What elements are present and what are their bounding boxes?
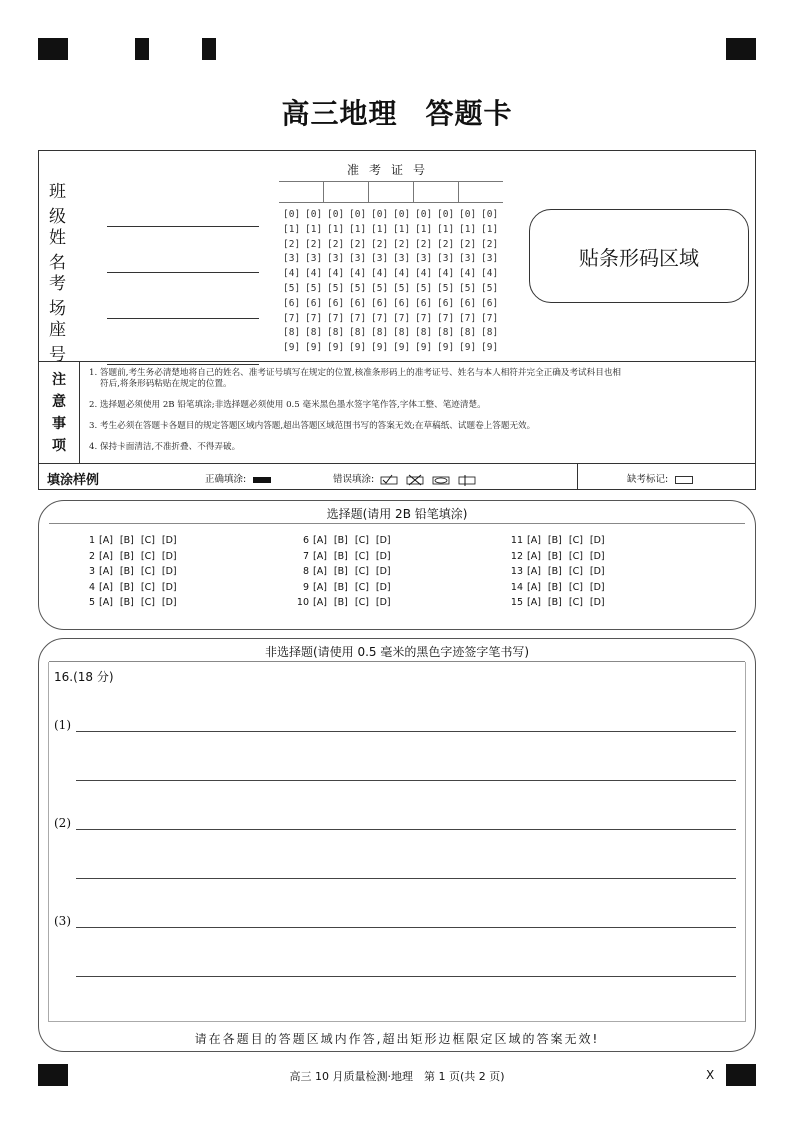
digit-bubble[interactable]: [7] <box>415 312 433 324</box>
notice-item: 3. 考生必须在答题卡各题目的规定答题区域内答题,超出答题区域范围书写的答案无效;在草稿纸、试题卷上答题无效。 <box>89 420 536 431</box>
registration-mark-top-2 <box>135 38 149 60</box>
digit-bubble[interactable]: [9] <box>437 342 455 354</box>
digit-bubble[interactable]: [0] <box>305 209 323 220</box>
option-bubble[interactable]: [C] <box>354 566 369 577</box>
question-number: 14 <box>510 581 523 593</box>
digit-bubble[interactable]: [1] <box>305 223 323 235</box>
question-number: 11 <box>510 535 523 546</box>
part-2-label: (2) <box>54 816 71 830</box>
digit-bubble[interactable]: [6] <box>415 297 433 309</box>
digit-bubble[interactable]: [9] <box>459 342 477 354</box>
exam-id-box[interactable] <box>459 182 503 202</box>
digit-bubble[interactable]: [4] <box>415 268 433 280</box>
option-bubble[interactable]: [A] <box>99 550 113 562</box>
digit-bubble[interactable]: [2] <box>305 238 323 250</box>
absent-mark-label: 缺考标记: <box>627 474 669 485</box>
option-bubble[interactable]: [A] <box>313 581 327 593</box>
digit-bubble[interactable]: [6] <box>459 297 477 309</box>
digit-bubble[interactable]: [2] <box>371 238 389 250</box>
wrong-fill-label: 错误填涂: <box>333 474 375 485</box>
digit-bubble[interactable]: [8] <box>415 327 433 339</box>
wrong-fill-example <box>333 471 487 486</box>
digit-bubble[interactable]: [9] <box>481 342 499 354</box>
notice-item: 1. 答题前,考生务必清楚地将自己的姓名、准考证号填写在规定的位置,核准条形码上的准考证号、姓名与本人相符并完全正确及考试科目也相 <box>89 368 622 378</box>
option-bubble[interactable]: [C] <box>568 566 583 577</box>
option-bubble[interactable]: [A] <box>313 550 327 562</box>
choice-question-row <box>295 564 398 580</box>
choice-question-row <box>295 580 398 596</box>
digit-bubble[interactable]: [9] <box>305 342 323 354</box>
option-bubble[interactable]: [A] <box>99 581 113 593</box>
digit-bubble[interactable]: [4] <box>481 268 499 280</box>
option-bubble[interactable]: [C] <box>140 597 155 608</box>
fill-row-divider <box>577 464 578 490</box>
option-bubble[interactable]: [D] <box>161 566 177 577</box>
absent-mark-box[interactable] <box>675 476 693 484</box>
digit-bubble[interactable]: [4] <box>437 268 455 280</box>
answer-line[interactable] <box>76 878 736 879</box>
digit-bubble[interactable]: [6] <box>283 297 301 309</box>
digit-bubble[interactable]: [1] <box>371 223 389 235</box>
option-bubble[interactable]: [A] <box>99 597 113 608</box>
footer-mark: X <box>706 1068 715 1082</box>
digit-bubble[interactable]: [5] <box>459 282 477 294</box>
question-number: 5 <box>88 597 95 608</box>
question-number: 13 <box>510 566 523 577</box>
digit-bubble[interactable]: [3] <box>305 253 323 265</box>
digit-bubble[interactable]: [4] <box>349 268 367 280</box>
choice-question-row <box>509 564 612 580</box>
option-bubble[interactable]: [C] <box>568 581 583 593</box>
option-bubble[interactable]: [A] <box>527 550 541 562</box>
nonchoice-section-title: 非选择题(请使用 0.5 毫米的黑色字迹签字笔书写) <box>264 645 530 659</box>
choice-question-row <box>295 595 398 611</box>
wrong-fill-marks-icon <box>377 474 487 486</box>
digit-bubble[interactable]: [5] <box>327 282 345 294</box>
field-label: 班级 <box>49 182 82 227</box>
notice-item: 4. 保持卡面清洁,不准折叠、不得弄破。 <box>89 441 241 452</box>
option-bubble[interactable]: [C] <box>568 550 583 562</box>
option-bubble[interactable]: [C] <box>354 581 369 593</box>
option-bubble[interactable]: [B] <box>119 597 134 608</box>
notice-item: 2. 选择题必须使用 2B 铅笔填涂;非选择题必须使用 0.5 毫米黑色墨水签字笔作答,字体工整、笔迹清楚。 <box>89 399 486 410</box>
digit-bubble[interactable]: [1] <box>349 223 367 235</box>
question-number: 9 <box>302 581 309 593</box>
option-bubble[interactable]: [B] <box>547 566 562 577</box>
notice-char: 事 <box>52 416 66 432</box>
option-bubble[interactable]: [C] <box>354 597 369 608</box>
choice-question-row <box>81 564 184 580</box>
digit-bubble[interactable]: [9] <box>327 342 345 354</box>
answer-box-right-border <box>745 662 746 1022</box>
option-bubble[interactable]: [D] <box>375 535 391 546</box>
option-bubble[interactable]: [A] <box>99 566 113 577</box>
digit-bubble[interactable]: [5] <box>371 282 389 294</box>
fill-example-row <box>39 463 755 490</box>
answer-line[interactable] <box>76 927 736 928</box>
digit-bubble[interactable]: [6] <box>393 297 411 309</box>
option-bubble[interactable]: [C] <box>354 550 369 562</box>
digit-bubble[interactable]: [1] <box>437 223 455 235</box>
digit-bubble[interactable]: [3] <box>459 253 477 265</box>
option-bubble[interactable]: [D] <box>161 597 177 608</box>
digit-bubble[interactable]: [3] <box>437 253 455 265</box>
answer-line[interactable] <box>76 829 736 830</box>
registration-mark-top-left <box>38 38 68 60</box>
option-bubble[interactable]: [C] <box>140 550 155 562</box>
choice-question-row <box>295 533 398 549</box>
answer-line[interactable] <box>76 976 736 977</box>
option-bubble[interactable]: [B] <box>119 535 134 546</box>
field-name[interactable] <box>49 223 259 273</box>
option-bubble[interactable]: [C] <box>568 535 583 546</box>
answer-box-left-border <box>48 662 49 1022</box>
digit-bubble[interactable]: [8] <box>481 327 499 339</box>
option-bubble[interactable]: [C] <box>568 597 583 608</box>
choice-question-row <box>81 580 184 596</box>
answer-box-bottom-border <box>48 1021 745 1022</box>
option-bubble[interactable]: [B] <box>333 581 348 593</box>
exam-id-box[interactable] <box>279 182 324 202</box>
option-bubble[interactable]: [A] <box>313 566 327 577</box>
question-number: 10 <box>296 597 309 608</box>
part-1-label: (1) <box>54 718 71 732</box>
notice-items <box>89 368 749 463</box>
digit-bubble[interactable]: [8] <box>437 327 455 339</box>
notice-char: 项 <box>52 438 66 454</box>
notice-char: 注 <box>52 372 66 388</box>
digit-bubble[interactable]: [6] <box>349 297 367 309</box>
choice-question-row <box>81 549 184 565</box>
digit-bubble[interactable]: [3] <box>415 253 433 265</box>
option-bubble[interactable]: [A] <box>313 535 327 546</box>
question-number: 1 <box>88 535 95 546</box>
option-bubble[interactable]: [D] <box>161 581 177 593</box>
digit-bubble[interactable]: [3] <box>349 253 367 265</box>
option-bubble[interactable]: [D] <box>589 581 605 593</box>
option-bubble[interactable]: [D] <box>589 550 605 562</box>
digit-bubble[interactable]: [7] <box>459 312 477 324</box>
digit-bubble[interactable]: [3] <box>393 253 411 265</box>
option-bubble[interactable]: [D] <box>375 581 391 593</box>
registration-mark-top-3 <box>202 38 216 60</box>
exam-id-box[interactable] <box>324 182 369 202</box>
digit-bubble[interactable]: [9] <box>283 342 301 354</box>
digit-bubble[interactable]: [4] <box>327 268 345 280</box>
field-label: 姓名 <box>49 228 82 273</box>
digit-bubble[interactable]: [9] <box>393 342 411 354</box>
choice-question-row <box>509 549 612 565</box>
exam-id-digit-grid[interactable] <box>283 208 503 356</box>
choice-question-row <box>509 580 612 596</box>
digit-bubble[interactable]: [3] <box>283 253 301 265</box>
option-bubble[interactable]: [A] <box>313 597 327 608</box>
digit-bubble[interactable]: [7] <box>437 312 455 324</box>
option-bubble[interactable]: [C] <box>140 535 155 546</box>
digit-bubble[interactable]: [8] <box>459 327 477 339</box>
notice-char: 意 <box>52 394 66 410</box>
digit-bubble[interactable]: [2] <box>349 238 367 250</box>
digit-bubble[interactable]: [0] <box>481 209 499 220</box>
digit-bubble[interactable]: [6] <box>481 297 499 309</box>
question-number: 7 <box>302 550 309 562</box>
option-bubble[interactable]: [C] <box>140 566 155 577</box>
digit-bubble[interactable]: [6] <box>437 297 455 309</box>
digit-bubble[interactable]: [3] <box>327 253 345 265</box>
choice-question-row <box>509 533 612 549</box>
field-exam-room[interactable] <box>49 269 259 319</box>
nonchoice-section <box>38 638 756 1052</box>
notice-item-continued: 符后,将条形码粘贴在规定的位置。 <box>100 378 232 389</box>
digit-bubble[interactable]: [9] <box>349 342 367 354</box>
digit-bubble[interactable]: [4] <box>283 268 301 280</box>
option-bubble[interactable]: [D] <box>375 566 391 577</box>
choice-question-row <box>81 533 184 549</box>
digit-bubble[interactable]: [2] <box>437 238 455 250</box>
choice-section <box>38 500 756 630</box>
digit-bubble[interactable]: [2] <box>393 238 411 250</box>
question-number: 6 <box>302 535 309 546</box>
digit-bubble[interactable]: [0] <box>327 209 345 220</box>
notice-section <box>39 361 755 464</box>
digit-bubble[interactable]: [2] <box>327 238 345 250</box>
option-bubble[interactable]: [A] <box>527 566 541 577</box>
digit-bubble[interactable]: [4] <box>393 268 411 280</box>
title-card: 答题卡 <box>425 97 513 130</box>
exam-id-box[interactable] <box>369 182 414 202</box>
option-bubble[interactable]: [B] <box>119 566 134 577</box>
digit-bubble[interactable]: [8] <box>327 327 345 339</box>
option-bubble[interactable]: [B] <box>547 597 562 608</box>
question-number: 12 <box>510 550 523 562</box>
registration-mark-top-right <box>726 38 756 60</box>
digit-bubble[interactable]: [7] <box>349 312 367 324</box>
field-seat[interactable] <box>49 315 259 365</box>
digit-bubble[interactable]: [7] <box>393 312 411 324</box>
exam-id-boxes[interactable] <box>279 181 503 203</box>
digit-bubble[interactable]: [7] <box>305 312 323 324</box>
choice-column-1 <box>81 533 184 611</box>
question-number: 2 <box>88 550 95 562</box>
digit-bubble[interactable]: [5] <box>349 282 367 294</box>
digit-bubble[interactable]: [5] <box>305 282 323 294</box>
question-number: 15 <box>510 597 523 608</box>
digit-bubble[interactable]: [4] <box>459 268 477 280</box>
choice-question-row <box>295 549 398 565</box>
option-bubble[interactable]: [B] <box>547 535 562 546</box>
digit-bubble[interactable]: [0] <box>437 209 455 220</box>
barcode-label: 贴条形码区域 <box>579 245 699 270</box>
fill-example-label: 填涂样例 <box>47 473 100 488</box>
digit-bubble[interactable]: [7] <box>481 312 499 324</box>
digit-bubble[interactable]: [2] <box>459 238 477 250</box>
digit-bubble[interactable]: [0] <box>349 209 367 220</box>
digit-bubble[interactable]: [8] <box>349 327 367 339</box>
digit-bubble[interactable]: [7] <box>327 312 345 324</box>
digit-bubble[interactable]: [7] <box>371 312 389 324</box>
option-bubble[interactable]: [B] <box>547 581 562 593</box>
notice-label <box>39 362 80 464</box>
digit-bubble[interactable]: [0] <box>415 209 433 220</box>
digit-bubble[interactable]: [1] <box>459 223 477 235</box>
digit-bubble[interactable]: [8] <box>371 327 389 339</box>
question-16-label: 16.(18 分) <box>54 670 114 684</box>
correct-fill-label: 正确填涂: <box>205 474 247 485</box>
digit-bubble[interactable]: [1] <box>327 223 345 235</box>
digit-bubble[interactable]: [6] <box>327 297 345 309</box>
digit-bubble[interactable]: [8] <box>393 327 411 339</box>
title-subject: 高三地理 <box>281 97 398 130</box>
digit-bubble[interactable]: [1] <box>393 223 411 235</box>
digit-bubble[interactable]: [1] <box>283 223 301 235</box>
option-bubble[interactable]: [C] <box>140 581 155 593</box>
digit-bubble[interactable]: [4] <box>371 268 389 280</box>
question-number: 8 <box>302 566 309 577</box>
digit-bubble[interactable]: [5] <box>437 282 455 294</box>
option-bubble[interactable]: [B] <box>547 550 562 562</box>
exam-id-box[interactable] <box>414 182 459 202</box>
digit-bubble[interactable]: [1] <box>481 223 499 235</box>
option-bubble[interactable]: [D] <box>161 550 177 562</box>
choice-section-title: 选择题(请用 2B 铅笔填涂) <box>326 507 468 521</box>
digit-bubble[interactable]: [0] <box>283 209 301 220</box>
option-bubble[interactable]: [C] <box>354 535 369 546</box>
digit-bubble[interactable]: [5] <box>283 282 301 294</box>
digit-bubble[interactable]: [0] <box>371 209 389 220</box>
barcode-area <box>529 209 749 303</box>
option-bubble[interactable]: [D] <box>589 566 605 577</box>
choice-column-2 <box>295 533 398 611</box>
digit-bubble[interactable]: [3] <box>371 253 389 265</box>
option-bubble[interactable]: [A] <box>99 535 113 546</box>
digit-bubble[interactable]: [5] <box>393 282 411 294</box>
digit-bubble[interactable]: [2] <box>283 238 301 250</box>
digit-bubble[interactable]: [0] <box>393 209 411 220</box>
option-bubble[interactable]: [B] <box>119 581 134 593</box>
filled-box-icon <box>253 477 271 483</box>
field-class[interactable] <box>49 177 259 227</box>
option-bubble[interactable]: [A] <box>527 581 541 593</box>
option-bubble[interactable]: [D] <box>375 597 391 608</box>
option-bubble[interactable]: [B] <box>333 597 348 608</box>
digit-bubble[interactable]: [2] <box>481 238 499 250</box>
choice-title-divider <box>49 523 745 524</box>
answer-line[interactable] <box>76 780 736 781</box>
digit-bubble[interactable]: [3] <box>481 253 499 265</box>
digit-bubble[interactable]: [5] <box>415 282 433 294</box>
question-number: 3 <box>88 566 95 577</box>
page-title <box>0 92 794 132</box>
digit-bubble[interactable]: [5] <box>481 282 499 294</box>
option-bubble[interactable]: [D] <box>161 535 177 546</box>
correct-fill-example <box>205 471 271 485</box>
student-info-box <box>38 150 756 490</box>
choice-question-row <box>509 595 612 611</box>
option-bubble[interactable]: [A] <box>527 535 541 546</box>
option-bubble[interactable]: [B] <box>333 566 348 577</box>
digit-bubble[interactable]: [6] <box>305 297 323 309</box>
digit-bubble[interactable]: [6] <box>371 297 389 309</box>
option-bubble[interactable]: [D] <box>589 535 605 546</box>
digit-bubble[interactable]: [8] <box>283 327 301 339</box>
question-number: 4 <box>88 581 95 593</box>
exam-id-title: 准考证号 <box>346 163 435 177</box>
choice-column-3 <box>509 533 612 611</box>
option-bubble[interactable]: [D] <box>589 597 605 608</box>
digit-bubble[interactable]: [8] <box>305 327 323 339</box>
absent-mark-example[interactable] <box>627 471 693 485</box>
digit-bubble[interactable]: [2] <box>415 238 433 250</box>
digit-bubble[interactable]: [4] <box>305 268 323 280</box>
part-3-label: (3) <box>54 914 71 928</box>
option-bubble[interactable]: [B] <box>333 550 348 562</box>
digit-bubble[interactable]: [0] <box>459 209 477 220</box>
answer-area-warning: 请在各题目的答题区域内作答,超出矩形边框限定区域的答案无效! <box>194 1032 600 1046</box>
nonchoice-title-divider <box>49 661 745 662</box>
digit-bubble[interactable]: [1] <box>415 223 433 235</box>
digit-bubble[interactable]: [9] <box>415 342 433 354</box>
digit-bubble[interactable]: [7] <box>283 312 301 324</box>
choice-question-row <box>81 595 184 611</box>
option-bubble[interactable]: [A] <box>527 597 541 608</box>
field-label: 考场 <box>49 274 82 319</box>
digit-bubble[interactable]: [9] <box>371 342 389 354</box>
option-bubble[interactable]: [D] <box>375 550 391 562</box>
field-label: 座号 <box>49 320 82 365</box>
answer-line[interactable] <box>76 731 736 732</box>
option-bubble[interactable]: [B] <box>119 550 134 562</box>
option-bubble[interactable]: [B] <box>333 535 348 546</box>
page-footer: 高三 10 月质量检测·地理 第 1 页(共 2 页) <box>289 1070 505 1083</box>
